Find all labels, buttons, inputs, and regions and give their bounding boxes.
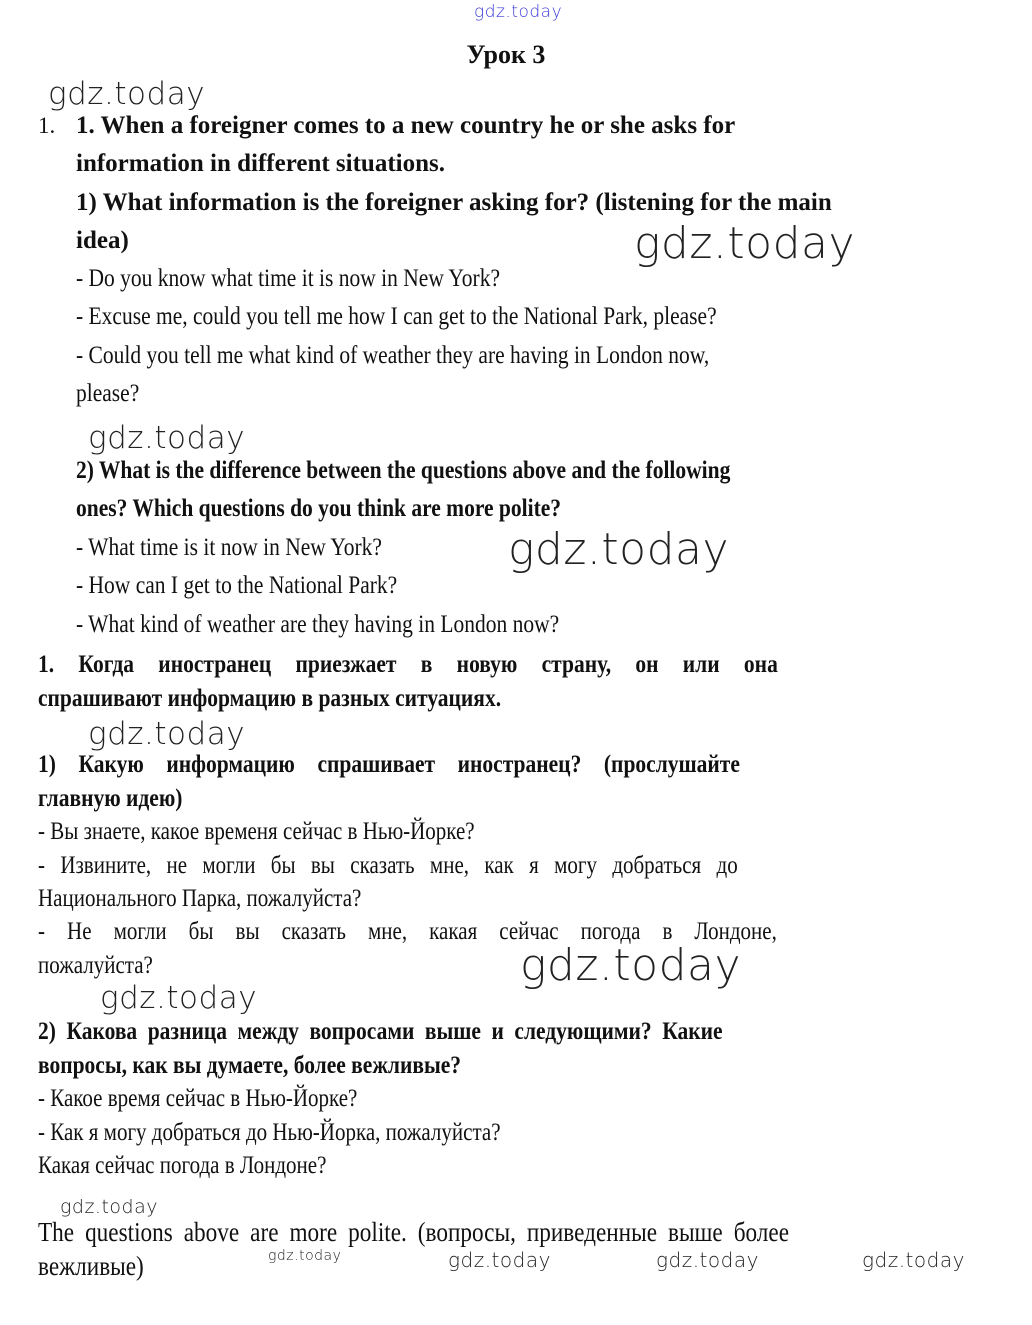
question-2-item: - What kind of weather are they having in London now? [76, 611, 560, 638]
answer-line-1: The questions above are more polite. (вопросы, приведенные выше более [38, 1217, 790, 1247]
ru-question-2-heading-line-2: вопросы, как вы думаете, более вежливые? [38, 1052, 462, 1079]
watermark-top: gdz.today [474, 2, 563, 22]
ru-question-1-item: - Не могли бы вы сказать мне, какая сейчас погода в Лондоне, [38, 918, 777, 945]
watermark: gdz.today [508, 524, 730, 575]
ru-question-2-item: - Какое время сейчас в Нью-Йорке? [38, 1085, 358, 1112]
watermark: gdz.today [520, 940, 742, 991]
question-2-heading-line-2: ones? Which questions do you think are more polite? [76, 495, 562, 522]
watermark: gdz.today [48, 76, 206, 112]
watermark: gdz.today [88, 420, 246, 456]
answer-line-2: вежливые) [38, 1251, 144, 1281]
question-2-item: - How can I get to the National Park? [76, 572, 398, 599]
watermark: gdz.today [268, 1248, 342, 1264]
question-1-item: - Could you tell me what kind of weather they are having in London now, [76, 342, 710, 369]
ru-question-1-item: - Вы знаете, какое временя сейчас в Нью-Йорке? [38, 818, 475, 845]
watermark: gdz.today [862, 1248, 965, 1272]
watermark: gdz.today [88, 716, 246, 752]
question-1-item: - Excuse me, could you tell me how I can get to the National Park, please? [76, 303, 717, 330]
ru-task-heading-line-2: спрашивают информацию в разных ситуациях. [38, 685, 502, 712]
ru-question-1-item: - Извините, не могли бы вы сказать мне, как я могу добраться до [38, 852, 738, 879]
ru-question-2-item: Какая сейчас погода в Лондоне? [38, 1152, 327, 1179]
question-1-heading-line-2: idea) [76, 227, 129, 254]
question-1-item: - Do you know what time it is now in New York? [76, 265, 501, 292]
question-2-heading-line-1: 2) What is the difference between the questions above and the following [76, 457, 731, 484]
question-1-heading-line-1: 1) What information is the foreigner asking for? (listening for the main [76, 189, 832, 216]
ru-task-heading-line-1: 1. Когда иностранец приезжает в новую страну, он или она [38, 651, 778, 678]
watermark: gdz.today [448, 1248, 551, 1272]
watermark: gdz.today [634, 218, 856, 269]
question-2-item: - What time is it now in New York? [76, 534, 382, 561]
task-heading-line-2: information in different situations. [76, 150, 445, 177]
ru-question-1-heading-line-2: главную идею) [38, 785, 183, 812]
watermark: gdz.today [100, 980, 258, 1016]
ru-question-1-item: пожалуйста? [38, 952, 153, 979]
ru-question-1-item: Национального Парка, пожалуйста? [38, 885, 362, 912]
list-marker: 1. [38, 113, 56, 138]
ru-question-1-heading-line-1: 1) Какую информацию спрашивает иностранец? (прослушайте [38, 751, 740, 778]
page-title: Урок 3 [466, 40, 546, 69]
ru-question-2-item: - Как я могу добраться до Нью-Йорка, пожалуйста? [38, 1119, 501, 1146]
ru-question-2-heading-line-1: 2) Какова разница между вопросами выше и следующими? Какие [38, 1018, 723, 1045]
question-1-item: please? [76, 380, 140, 407]
watermark: gdz.today [656, 1248, 759, 1272]
task-heading-line-1: 1. When a foreigner comes to a new country he or she asks for [76, 112, 736, 139]
watermark: gdz.today [60, 1196, 158, 1218]
